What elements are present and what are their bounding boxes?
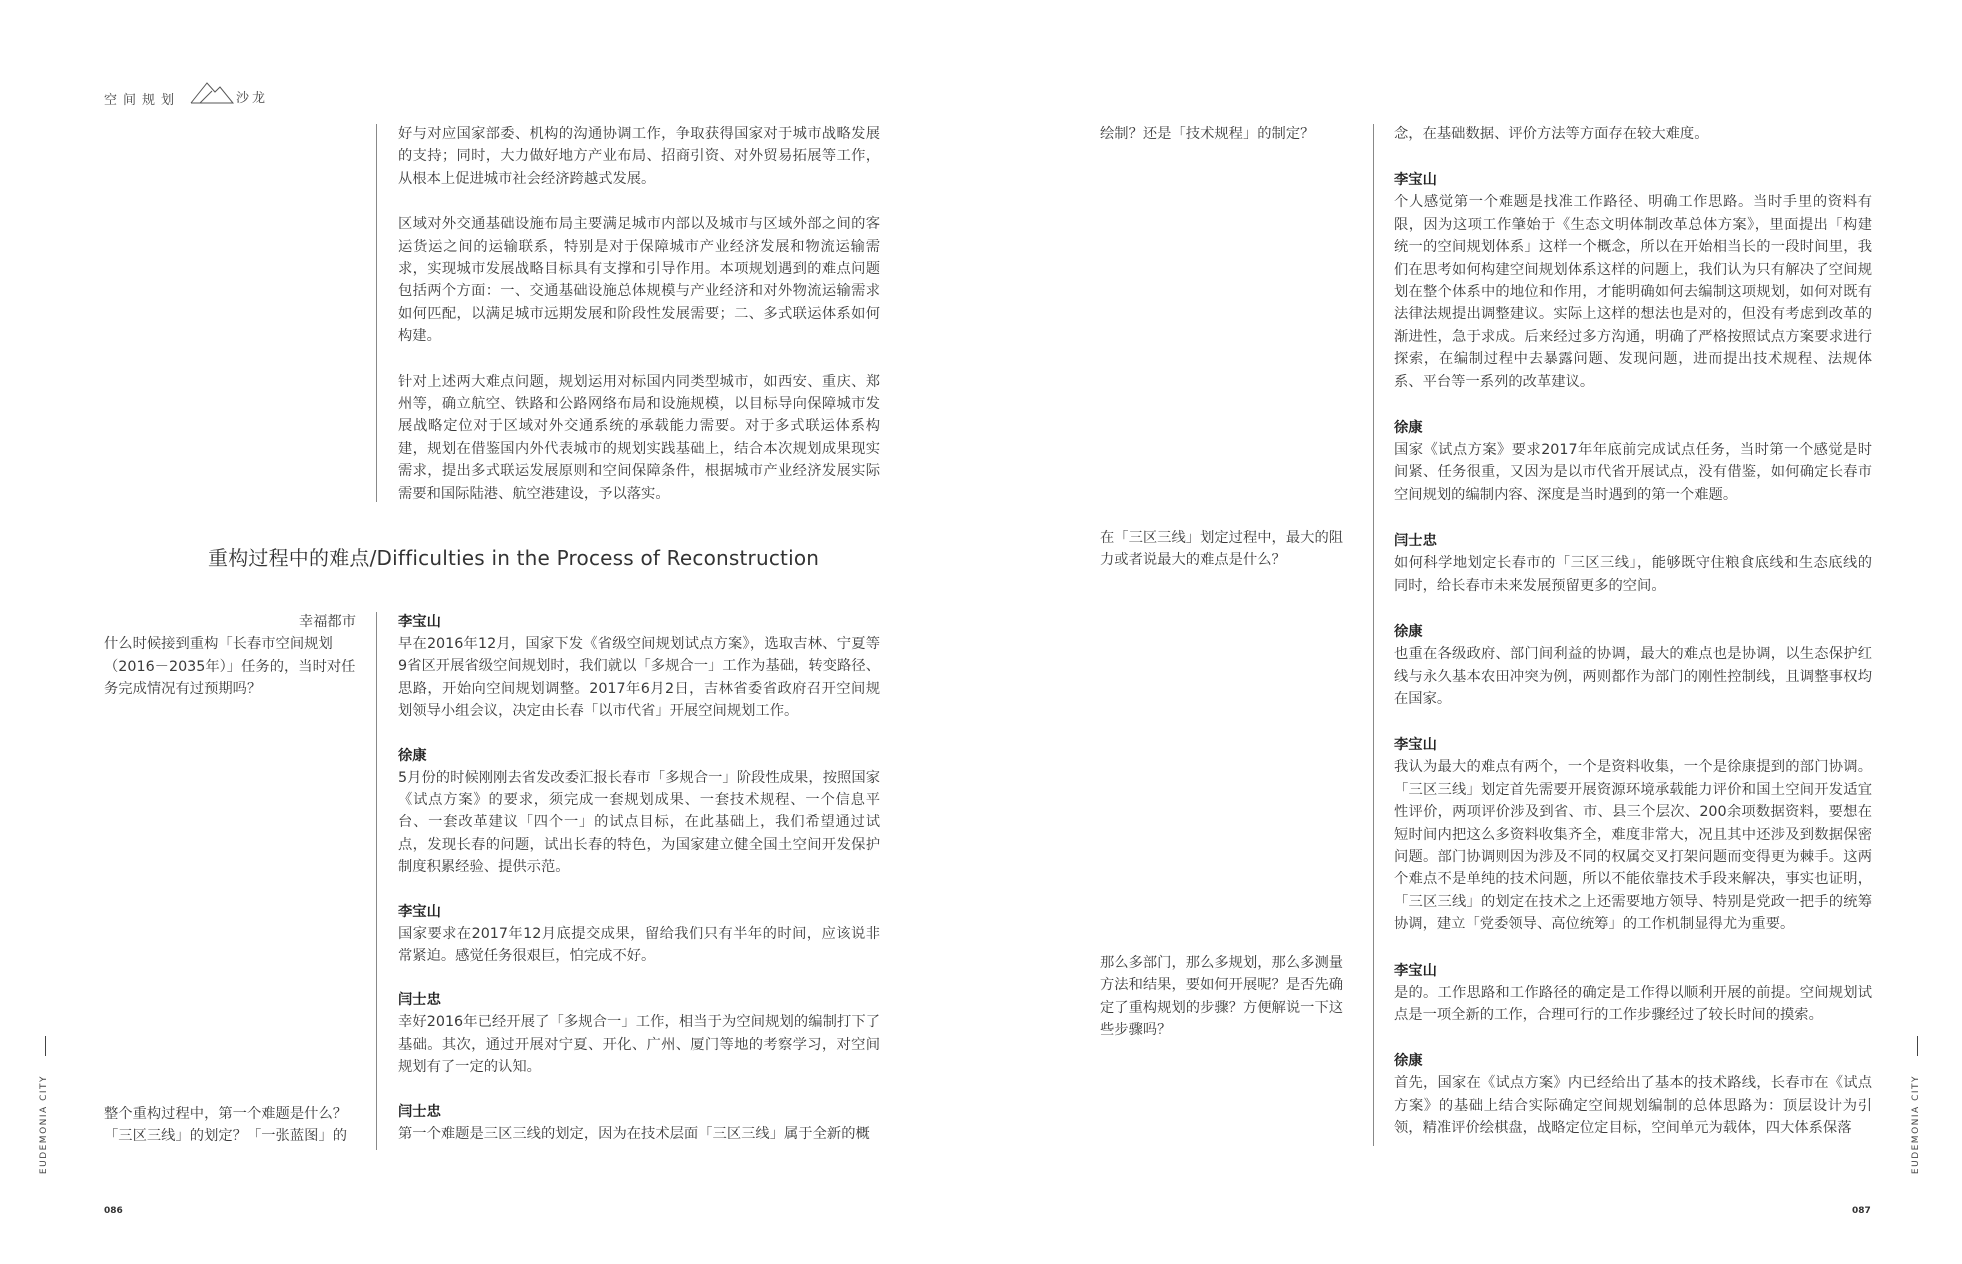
answer-block	[1394, 417, 1872, 506]
page-number: 087	[1852, 1206, 1871, 1216]
speaker-name: 徐康	[1394, 1053, 1423, 1070]
answer-text: 念，在基础数据、评价方法等方面存在较大难度。	[1394, 126, 1709, 142]
answer-block	[1394, 621, 1872, 710]
paragraph: 好与对应国家部委、机构的沟通协调工作，争取获得国家对于城市战略发展的支持；同时，大力做好地方产业布局、招商引资、对外贸易拓展等工作，从根本上促进城市社会经济跨越式发展。	[398, 126, 880, 187]
section-label-right: 沙龙	[236, 91, 269, 106]
speaker-name: 李宝山	[1394, 172, 1437, 189]
page-number: 086	[104, 1206, 123, 1216]
question-text: 绘制？还是「技术规程」的制定？	[1100, 126, 1315, 142]
question-text: 什么时候接到重构「长春市空间规划（2016－2035年）」任务的，当时对任务完成情况有过预期吗？	[104, 636, 356, 698]
answer-text: 国家《试点方案》要求2017年年底前完成试点任务，当时第一个感觉是时间紧、任务很重，又因为是以市代省开展试点，没有借鉴，如何确定长春市空间规划的编制内容、深度是当时遇到的第一个难题。	[1394, 442, 1872, 503]
answer-block	[398, 989, 880, 1078]
answer-text: 我认为最大的难点有两个，一个是资料收集，一个是徐康提到的部门协调。「三区三线」划定首先需要开展资源环境承载能力评价和国土空间开发适宜性评价，两项评价涉及到省、市、县三个层次、200余项数据资料，要想在短时间内把这么多资料收集齐全，难度非常大，况且其中还涉及到数据保密问题。部门协调则因为涉及不同的权属交叉打架问题而变得更为棘手。这两个难点不是单纯的技术问题，所以不能依靠技术手段来解决，事实也证明，「三区三线」的划定在技术之上还需要地方领导、特别是党政一把手的统筹协调，建立「党委领导、高位统筹」的工作机制显得尤为重要。	[1394, 759, 1872, 933]
answer-column	[398, 611, 880, 1145]
question-block	[104, 1103, 356, 1148]
margin-tick	[45, 1036, 46, 1056]
speaker-name: 李宝山	[1394, 737, 1437, 754]
speaker-name: 闫士忠	[1394, 533, 1437, 550]
answer-text: 第一个难题是三区三线的划定，因为在技术层面「三区三线」属于全新的概	[398, 1125, 870, 1142]
question-text: 那么多部门，那么多规划，那么多测量方法和结果，要如何开展呢？是否先确定了重构规划的步骤？方便解说一下这些步骤吗？	[1100, 955, 1344, 1039]
question-block	[1100, 527, 1352, 572]
question-block	[1100, 952, 1352, 1042]
speaker-name: 闫士忠	[398, 992, 441, 1009]
question-block	[1100, 123, 1352, 145]
section-title: 重构过程中的难点/Difficulties in the Process of Reconstruction	[208, 546, 820, 570]
side-label: EUDEMONIA CITY	[39, 1075, 49, 1175]
answer-text: 首先，国家在《试点方案》内已经给出了基本的技术路线，长春市在《试点方案》的基础上结合实际确定空间规划编制的总体思路为：顶层设计为引领，精准评价绘棋盘，战略定位定目标，空间单元为载体，四大体系保落	[1394, 1075, 1872, 1137]
answer-text: 个人感觉第一个难题是找准工作路径、明确工作思路。当时手里的资料有限，因为这项工作肇始于《生态文明体制改革总体方案》，里面提出「构建统一的空间规划体系」这样一个概念，所以在开始相当长的一段时间里，我们在思考如何构建空间规划体系这样的问题上，我们认为只有解决了空间规划在整个体系中的地位和作用，才能明确如何去编制这项规划，如何对既有法律法规提出调整建议。实际上这样的想法也是对的，但没有考虑到改革的渐进性，急于求成。后来经过多方沟通，明确了严格按照试点方案要求进行探索，在编制过程中去暴露问题、发现问题，进而提出技术规程、法规体系、平台等一系列的改革建议。	[1394, 194, 1872, 390]
question-text: 整个重构过程中，第一个难题是什么？「三区三线」的划定？「一张蓝图」的	[104, 1106, 348, 1145]
margin-tick	[1917, 1036, 1918, 1056]
answer-block	[1394, 960, 1872, 1027]
answer-block	[1394, 734, 1872, 935]
answer-text: 5月份的时候刚刚去省发改委汇报长春市「多规合一」阶段性成果，按照国家《试点方案》的要求，须完成一套规划成果、一套技术规程、一个信息平台、一套改革建议「四个一」的试点目标，在此基础上，我们希望通过试点，发现长春的问题，试出长春的特色，为国家建立健全国土空间开发保护制度积累经验、提供示范。	[398, 769, 880, 876]
answer-text: 国家要求在2017年12月底提交成果，留给我们只有半年的时间，应该说非常紧迫。感觉任务很艰巨，怕完成不好。	[398, 925, 880, 965]
question-text: 在「三区三线」划定过程中，最大的阻力或者说最大的难点是什么？	[1100, 530, 1344, 569]
answer-text: 是的。工作思路和工作路径的确定是工作得以顺利开展的前提。空间规划试点是一项全新的工作，合理可行的工作步骤经过了较长时间的摸索。	[1394, 984, 1872, 1023]
speaker-name: 徐康	[1394, 420, 1423, 437]
column-divider	[1373, 124, 1374, 1146]
section-label-left: 空间规划	[104, 93, 181, 108]
mountain-logo-icon	[190, 80, 234, 104]
column-divider	[376, 612, 377, 1150]
intro-text	[398, 123, 880, 528]
answer-block	[1394, 169, 1872, 393]
paragraph: 针对上述两大难点问题，规划运用对标国内同类型城市，如西安、重庆、郑州等，确立航空、铁路和公路网络布局和设施规模，以目标导向保障城市发展战略定位对于区域对外交通系统的承载能力需要。对于多式联运体系构建，规划在借鉴国内外代表城市的规划实践基础上，结合本次规划成果现实需求，提出多式联运发展原则和空间保障条件，根据城市产业经济发展实际需要和国际陆港、航空港建设，予以落实。	[398, 373, 880, 502]
paragraph: 区域对外交通基础设施布局主要满足城市内部以及城市与区域外部之间的客运货运之间的运输联系，特别是对于保障城市产业经济发展和物流运输需求，实现城市发展战略目标具有支撑和引导作用。本项规划遇到的难点问题包括两个方面：一、交通基础设施总体规模与产业经济和对外物流运输需求如何匹配，以满足城市远期发展和阶段性发展需要；二、多式联运体系如何构建。	[398, 216, 880, 345]
answer-block	[398, 901, 880, 968]
speaker-name: 李宝山	[398, 614, 441, 630]
answer-block	[1394, 1050, 1872, 1139]
speaker-name: 闫士忠	[398, 1103, 441, 1120]
speaker-name: 徐康	[1394, 624, 1423, 641]
answer-block	[1394, 530, 1872, 597]
answer-column	[1394, 123, 1872, 1140]
question-asker: 幸福都市	[298, 614, 356, 630]
answer-text: 也重在各级政府、部门间利益的协调，最大的难点也是协调，以生态保护红线与永久基本农田冲突为例，两则都作为部门的刚性控制线，且调整事权均在国家。	[1394, 646, 1872, 707]
answer-text: 早在2016年12月，国家下发《省级空间规划试点方案》，选取吉林、宁夏等9省区开展省级空间规划时，我们就以「多规合一」工作为基础，转变路径、思路，开始向空间规划调整。2017年6月2日，吉林省委省政府召开空间规划领导小组会议，决定由长春「以市代省」开展空间规划工作。	[398, 636, 880, 720]
answer-block	[398, 1101, 880, 1145]
answer-block	[398, 745, 880, 879]
speaker-name: 徐康	[398, 747, 427, 764]
answer-block	[398, 611, 880, 723]
speaker-name: 李宝山	[1394, 962, 1437, 979]
speaker-name: 李宝山	[398, 903, 441, 920]
answer-text: 如何科学地划定长春市的「三区三线」，能够既守住粮食底线和生态底线的同时，给长春市未来发展预留更多的空间。	[1394, 555, 1872, 594]
column-divider	[376, 124, 377, 502]
side-label: EUDEMONIA CITY	[1911, 1075, 1921, 1175]
question-block	[104, 611, 356, 701]
answer-text: 幸好2016年已经开展了「多规合一」工作，相当于为空间规划的编制打下了基础。其次，通过开展对宁夏、开化、广州、厦门等地的考察学习，对空间规划有了一定的认知。	[398, 1014, 880, 1076]
